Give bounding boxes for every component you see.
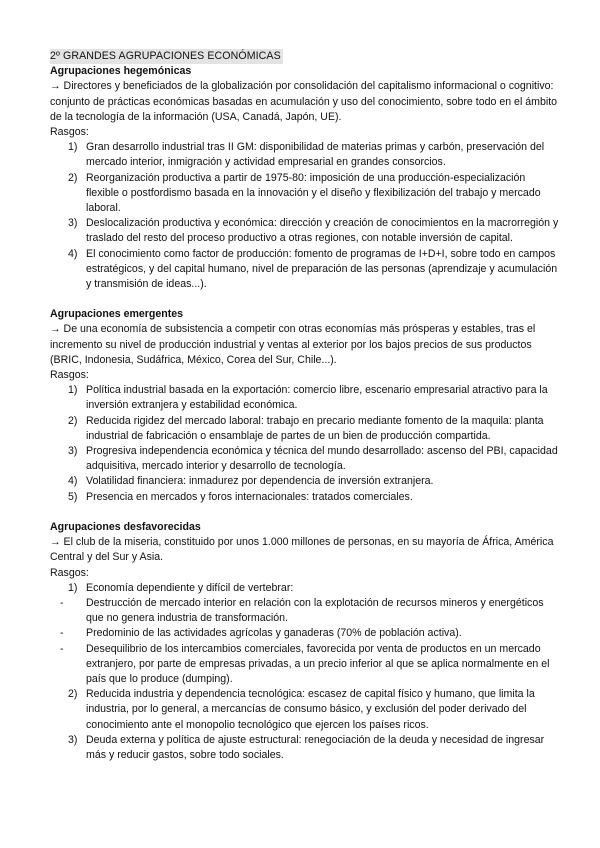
list-item bbox=[50, 581, 560, 596]
section-intro: → Directores y beneficiados de la globalización por consolidación del capitalismo informacional o cognitivo: conjunto de prácticas económicas basadas en acumulación y uso del conocimiento, sobre todo en el ámbito de la tecnología de la información (USA, Canadá, Japón, UE). bbox=[50, 80, 558, 123]
list-text: Deslocalización productiva y económica: dirección y creación de conocimientos en la macrorregión y traslado del resto del proceso productivo a otras regiones, con notable inversión de capital. bbox=[86, 217, 559, 245]
list-text: Política industrial basada en la exportación: comercio libre, escenario empresarial atractivo para la inversión extranjera y estabilidad económica. bbox=[86, 384, 548, 412]
section-heading: Agrupaciones emergentes bbox=[50, 308, 184, 321]
rasgos-label: Rasgos: bbox=[50, 369, 89, 382]
list-number: 2) bbox=[68, 414, 78, 427]
section-heading: Agrupaciones desfavorecidas bbox=[50, 520, 201, 533]
list-number: 3) bbox=[68, 445, 78, 458]
section-emergentes bbox=[50, 307, 560, 505]
list-number: 3) bbox=[68, 217, 78, 230]
list-item bbox=[50, 383, 560, 413]
section-spacer bbox=[50, 292, 560, 307]
list-item bbox=[50, 171, 560, 217]
list-number: 1) bbox=[68, 141, 78, 154]
section-intro: → El club de la miseria, constituido por unos 1.000 millones de personas, en su mayoría de África, América Central y del Sur y Asia. bbox=[50, 536, 554, 564]
section-hegemonicas bbox=[50, 64, 560, 292]
list-item bbox=[50, 140, 560, 170]
list-text: Progresiva independencia económica y técnica del mundo desarrollado: ascenso del PBI, capacidad adquisitiva, mercado interior y desarrollo de tecnología. bbox=[86, 445, 558, 473]
list-number: 4) bbox=[68, 247, 78, 260]
list-item bbox=[50, 733, 560, 763]
dash-item bbox=[50, 642, 560, 688]
list-item bbox=[50, 687, 560, 733]
page-title: 2º GRANDES AGRUPACIONES ECONÓMICAS bbox=[50, 49, 560, 64]
section-intro: → De una economía de subsistencia a competir con otras economías más prósperas y estables, tras el incremento su nivel de producción industrial y ventas al exterior por los bajos precios de sus productos (BRIC, Indonesia, Sudáfrica, México, Corea del Sur, Chile...). bbox=[50, 323, 536, 366]
dash-text: Destrucción de mercado interior en relación con la explotación de recursos mineros y energéticos que no genera industria de transformación. bbox=[86, 596, 544, 625]
list-number: 2) bbox=[68, 171, 78, 184]
list-item bbox=[50, 444, 560, 474]
list-number: 4) bbox=[68, 475, 78, 488]
list-text: Presencia en mercados y foros internacionales: tratados comerciales. bbox=[86, 490, 413, 503]
list-text: Economía dependiente y difícil de vertebrar: bbox=[86, 581, 294, 594]
rasgos-label: Rasgos: bbox=[50, 126, 89, 139]
list-text: Reducida rigidez del mercado laboral: trabajo en precario mediante fomento de la maquila: planta industrial de fabricación o ensamblaje de partes de un bien de producción compartida. bbox=[86, 414, 544, 442]
dash-text: Desequilibrio de los intercambios comerciales, favorecida por venta de productos en un mercado extranjero, por parte de empresas privadas, a un precio inferior al que se aplica normalmente en el país que lo produce (dumping). bbox=[86, 642, 550, 685]
section-heading: Agrupaciones hegemónicas bbox=[50, 65, 192, 78]
list-text: Reducida industria y dependencia tecnológica: escasez de capital físico y humano, que limita la industria, por lo general, a mercancías de consumo básico, y exclusión del poder derivado del conocimiento ante el monopolio tecnológico que ejercen los países ricos. bbox=[86, 688, 535, 731]
document-content bbox=[50, 49, 560, 763]
rasgos-list bbox=[50, 581, 560, 596]
list-number: 5) bbox=[68, 490, 78, 503]
dash-item bbox=[50, 626, 560, 641]
list-item bbox=[50, 414, 560, 444]
list-text: Reorganización productiva a partir de 1975-80: imposición de una producción-especialización flexible o postfordismo basada en la innovación y el diseño y flexibilización del trabajo y mercado laboral. bbox=[86, 171, 541, 215]
list-text: Volatilidad financiera: inmadurez por dependencia de inversión extranjera. bbox=[86, 475, 434, 488]
dash-item bbox=[50, 596, 560, 626]
list-item bbox=[50, 216, 560, 246]
list-number: 3) bbox=[68, 733, 78, 746]
list-number: 1) bbox=[68, 384, 78, 397]
list-text: Deuda externa y política de ajuste estructural: renegociación de la deuda y necesidad de ingresar más y reducir gastos, sobre todo sociales. bbox=[86, 733, 545, 761]
section-desfavorecidas bbox=[50, 520, 560, 763]
rasgos-label: Rasgos: bbox=[50, 566, 89, 579]
dash-mark: - bbox=[60, 596, 64, 609]
rasgos-list bbox=[50, 383, 560, 505]
list-item bbox=[50, 474, 560, 489]
list-text: Gran desarrollo industrial tras II GM: disponibilidad de materias primas y carbón, preservación del mercado interior, inmigración y actividad empresarial en grandes consorcios. bbox=[86, 141, 545, 169]
rasgos-list-continued bbox=[50, 687, 560, 763]
list-item bbox=[50, 490, 560, 505]
dash-mark: - bbox=[60, 627, 64, 640]
list-number: 1) bbox=[68, 581, 78, 594]
dash-mark: - bbox=[60, 642, 64, 655]
rasgos-list bbox=[50, 140, 560, 292]
section-spacer bbox=[50, 505, 560, 520]
list-text: El conocimiento como factor de producción: fomento de programas de I+D+I, sobre todo en campos estratégicos, y del capital humano, nivel de preparación de las personas (aprendizaje y acumulación y transmisión de ideas...). bbox=[86, 247, 558, 291]
list-number: 2) bbox=[68, 688, 78, 701]
dash-text: Predominio de las actividades agrícolas y ganaderas (70% de población activa). bbox=[86, 627, 462, 640]
list-item bbox=[50, 247, 560, 293]
